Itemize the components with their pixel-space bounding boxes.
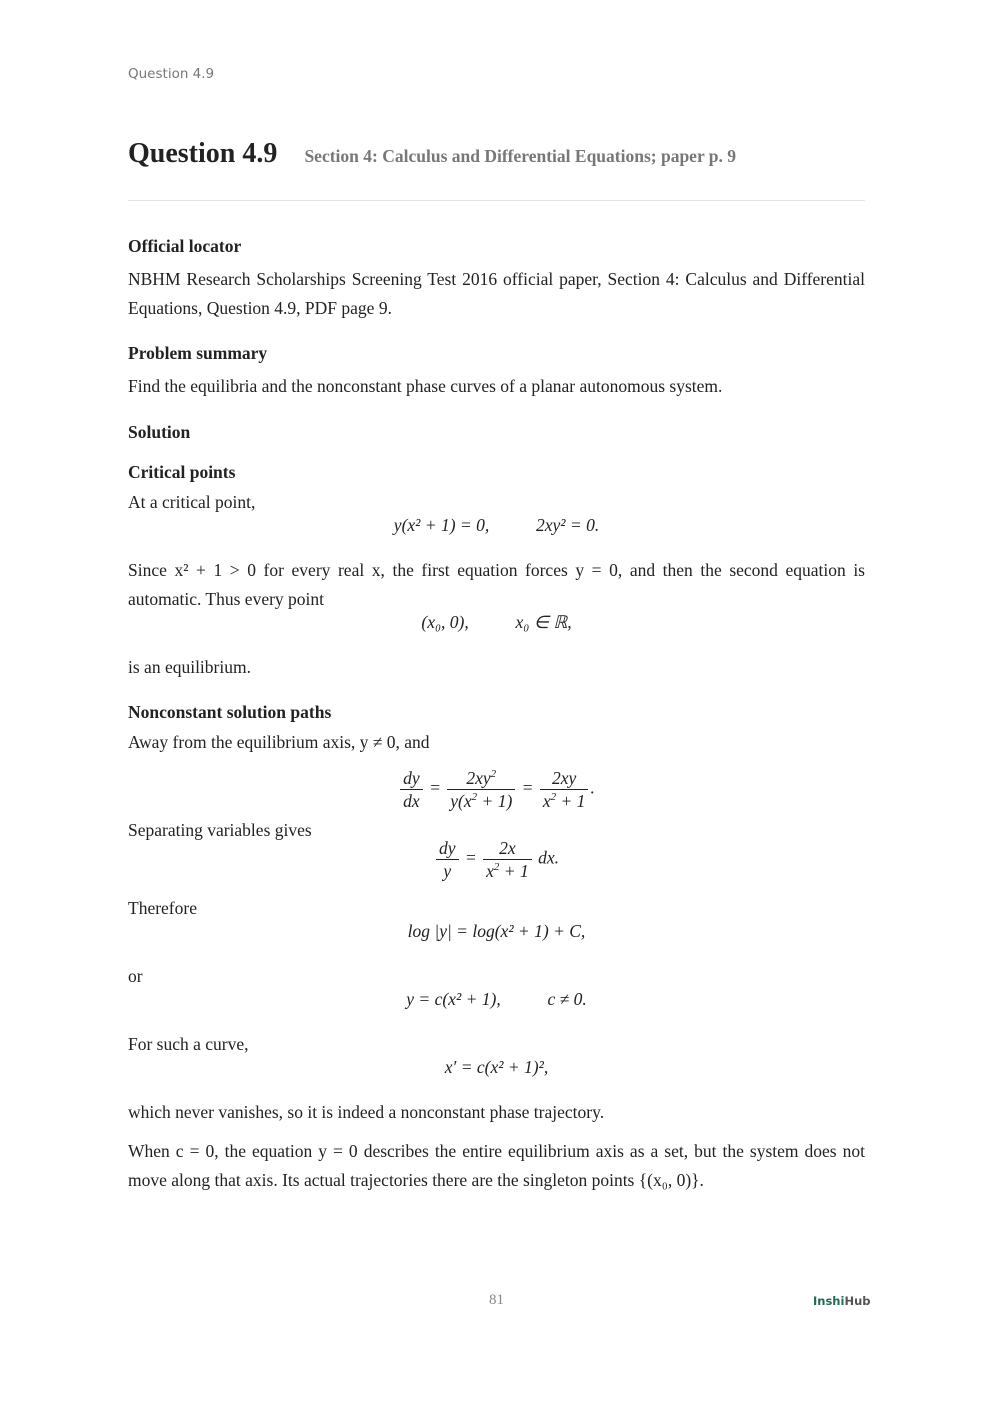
- separating-text: Separating variables gives: [128, 820, 312, 840]
- equilibrium-domain: x₀ ∈ ℝ,: [515, 612, 572, 632]
- equilibrium-point: (x₀, 0),: [421, 612, 469, 632]
- nonconstant-heading: Nonconstant solution paths: [128, 702, 332, 722]
- nonconstant-intro: Away from the equilibrium axis, y ≠ 0, and: [128, 732, 430, 752]
- header-divider: [128, 200, 865, 201]
- dy-dx-equation: $\frac{dy}{dx}$ = $\frac{2xy^2}{y(x^2 + 1)}$ = $\frac{2xy}{x^2 + 1}$ .: [128, 767, 865, 812]
- solution-heading: Solution: [128, 422, 191, 442]
- critical-points-outro: is an equilibrium.: [128, 657, 251, 677]
- brand-logo: [813, 1294, 871, 1308]
- page-title: Question 4.9: [128, 138, 278, 169]
- separated-equation: $\frac{dy}{y}$ = $\frac{2x}{x^2 + 1}$ dx.: [128, 837, 865, 882]
- page-subtitle: Section 4: Calculus and Differential Equations; paper p. 9: [304, 146, 737, 166]
- problem-summary-text: Find the equilibria and the nonconstant phase curves of a planar autonomous system.: [128, 376, 723, 396]
- x-prime-equation: x′ = c(x² + 1)²,: [444, 1057, 549, 1077]
- or-text: or: [128, 966, 143, 986]
- problem-summary-heading: Problem summary: [128, 343, 268, 363]
- fraction-dy-y: $\frac{dy}{y}$: [436, 837, 459, 882]
- equation-2xy2: 2xy² = 0.: [535, 515, 600, 535]
- page-number: 81: [489, 1292, 504, 1308]
- fraction-2xy-over: $\frac{2xy}{x^2 + 1}$: [540, 767, 589, 812]
- fraction-dy-dx: $\frac{dy}{dx}$: [400, 767, 423, 812]
- solution-family: y = c(x² + 1),: [406, 989, 501, 1009]
- final-paragraph: When c = 0, the equation y = 0 describes the entire equilibrium axis as a set, but the system does not move along that axis. Its actual trajectories there are the singleton points {(x₀, 0)}.: [128, 1141, 865, 1190]
- brand-part-hub: Hub: [844, 1294, 871, 1308]
- solution-curve-equation: [128, 985, 865, 1014]
- log-equation: log |y| = log(x² + 1) + C,: [407, 921, 586, 941]
- therefore-text: Therefore: [128, 898, 197, 918]
- solution-constant: c ≠ 0.: [547, 989, 587, 1009]
- brand-part-inshi: Inshi: [813, 1294, 845, 1308]
- for-such-text: For such a curve,: [128, 1034, 249, 1054]
- equation-y-factor: y(x² + 1) = 0,: [393, 515, 490, 535]
- question-header: [128, 138, 865, 170]
- never-vanishes-text: which never vanishes, so it is indeed a nonconstant phase trajectory.: [128, 1102, 605, 1122]
- critical-points-heading: Critical points: [128, 462, 236, 482]
- document-body: [128, 232, 865, 1195]
- critical-points-paragraph: Since x² + 1 > 0 for every real x, the first equation forces y = 0, and then the second equation is automatic. Thus every point: [128, 560, 865, 609]
- official-locator-heading: Official locator: [128, 236, 242, 256]
- fraction-2xy2-over: $\frac{2xy^2}{y(x^2 + 1)}$: [447, 767, 515, 812]
- running-head: Question 4.9: [128, 66, 215, 82]
- critical-points-intro: At a critical point,: [128, 492, 256, 512]
- official-locator-text: NBHM Research Scholarships Screening Test 2016 official paper, Section 4: Calculus and Differential Equations, Question 4.9, PDF page 9.: [128, 269, 865, 318]
- fraction-2x-over: $\frac{2x}{x^2 + 1}$: [483, 837, 532, 882]
